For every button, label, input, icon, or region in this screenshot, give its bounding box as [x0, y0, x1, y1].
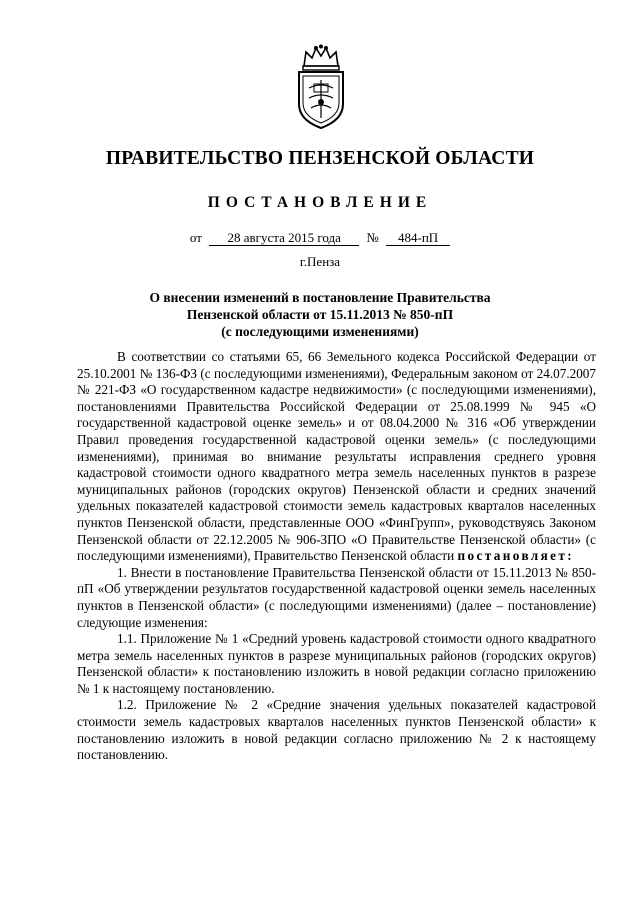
preamble-text: В соответствии со статьями 65, 66 Земельного кодекса Российской Федерации от 25.10.2001 № 136-ФЗ (с последующими изменениями), Федеральным законом от 24.07.2007 № 221-ФЗ «О государственном кадастре недвижимости» (с последующими изменениями), постановлениями Правительства Российской Федерации от 25.08.1999 № 945 «О государственной кадастровой оценке земель» и от 08.04.2000 № 316 «Об утверждении Правил проведения государственной кадастровой оценки земель» (с последующими изменениями), принимая во внимание результаты исправления среднего уровня кадастровой стоимости одного квадратного метра земель населенных пунктов в разрезе муниципальных районов (городских округов) Пензенской области и средних значений удельных показателей кадастровой стоимости земель кадастровых кварталов населенных пунктов Пензенской области, представленные ООО «ФинГрупп», руководствуясь Законом Пензенской области от 22.12.2005 № 906-ЗПО «О Правительстве Пензенской области» (с последующими изменениями), Правительство Пензенской области: [77, 349, 596, 564]
heading-line: Пензенской области от 15.11.2013 № 850-пП: [186, 307, 454, 322]
item-1-paragraph: 1. Внести в постановление Правительства Пензенской области от 15.11.2013 № 850-пП «Об утверждении результатов государственной кадастровой оценки земель населенных пунктов в Пензенской области» (с последующими изменениями) (далее – постановление) следующие изменения:: [77, 564, 596, 630]
coat-of-arms-icon: [290, 44, 352, 130]
coat-of-arms-emblem: [290, 44, 352, 130]
city: г.Пенза: [299, 254, 341, 269]
from-label: от: [189, 230, 202, 245]
document-body: [77, 349, 596, 764]
document-heading: [0, 289, 640, 340]
government-name: ПРАВИТЕЛЬСТВО ПЕНЗЕНСКОЙ ОБЛАСТИ: [105, 148, 535, 169]
heading-line: (с последующими изменениями): [221, 324, 419, 339]
date-number-line: [0, 230, 640, 246]
document-number: 484-пП: [386, 231, 450, 246]
item-1-2-paragraph: 1.2. Приложение № 2 «Средние значения удельных показателей кадастровой стоимости земель кадастровых кварталов населенных пунктов Пензенской области» к постановлению изложить в новой редакции согласно приложению № 2 к настоящему постановлению.: [77, 697, 596, 763]
preamble-paragraph: [77, 349, 596, 565]
resolves-word: постановляет:: [457, 548, 575, 564]
item-1-1-paragraph: 1.1. Приложение № 1 «Средний уровень кадастровой стоимости одного квадратного метра земель населенных пунктов в разрезе муниципальных районов (городских округов) Пензенской области» к постановлению изложить в новой редакции согласно приложению № 1 к настоящему постановлению.: [77, 631, 596, 696]
document-date: 28 августа 2015 года: [209, 231, 359, 246]
heading-line: О внесении изменений в постановление Правительства: [149, 290, 491, 305]
number-label: №: [366, 230, 379, 245]
document-type: ПОСТАНОВЛЕНИЕ: [207, 194, 433, 211]
